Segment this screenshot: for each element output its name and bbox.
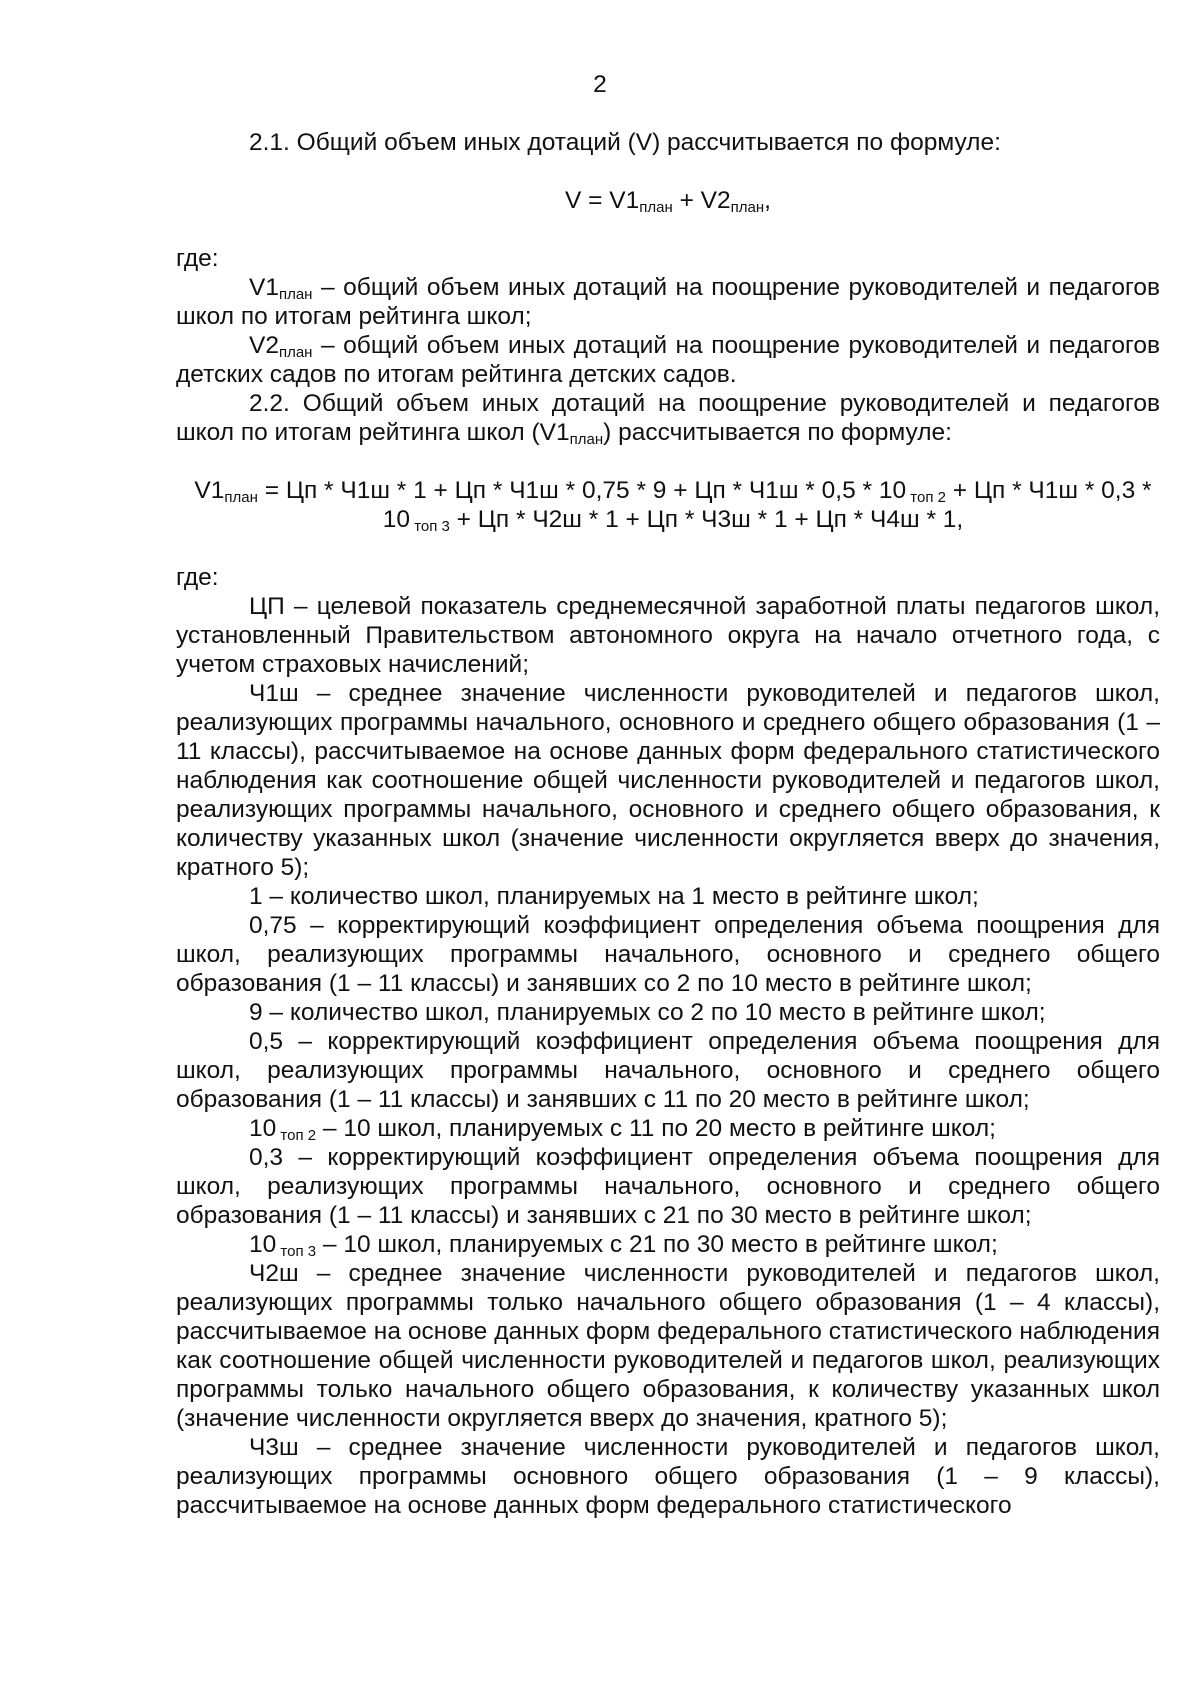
formula-v-mid: + V2 (672, 187, 731, 214)
definition-v2plan-text: – общий объем иных дотаций на поощрение руководителей и педагогов детских садов по итогам рейтинга детских садов. (176, 332, 1160, 388)
definition-v1plan-symbol: V1 (249, 274, 279, 301)
paragraph-2-2-text: 2.2. Общий объем иных дотаций на поощрение руководителей и педагогов школ по итогам рейтинга школ (V1 (176, 390, 1160, 446)
where-label-1: где: (176, 245, 219, 272)
paragraph-2-2-sub: план (569, 431, 604, 448)
formula-v1plan-top2: топ 2 (906, 489, 946, 506)
formula-v-sub2: план (730, 199, 765, 216)
definition-v1plan (176, 273, 1160, 331)
definition-k03: 0,3 – корректирующий коэффициент определения объема поощрения для школ, реализующих программы начального, основного и среднего общего образования (1 – 11 классы) и занявших с 21 по 30 место в рейтинге школ; (176, 1144, 1160, 1229)
definition-v2plan (176, 331, 1160, 389)
definition-ten-top2-text: – 10 школ, планируемых с 11 по 20 место в рейтинге школ; (316, 1115, 996, 1142)
formula-v1plan-a-sub: план (224, 489, 258, 506)
definition-v2plan-symbol: V2 (249, 332, 279, 359)
paragraph-2-1: 2.1. Общий объем иных дотаций (V) рассчитывается по формуле: (249, 129, 1001, 156)
definition-v1plan-text: – общий объем иных дотаций на поощрение руководителей и педагогов школ по итогам рейтинга школ; (176, 274, 1160, 330)
paragraph-2-2-end: ) рассчитывается по формуле: (603, 419, 952, 446)
definition-ten-top3-sub: топ 3 (276, 1243, 317, 1260)
formula-v1plan-d: + Цп * Ч2ш * 1 + Цп * Ч3ш * 1 + Цп * Ч4ш * 1, (449, 506, 964, 533)
document-body (176, 128, 1160, 1520)
definition-v2plan-sub: план (278, 344, 313, 361)
definition-k05: 0,5 – корректирующий коэффициент определения объема поощрения для школ, реализующих программы начального, основного и среднего общего образования (1 – 11 классы) и занявших с 11 по 20 место в рейтинге школ; (176, 1028, 1160, 1113)
definition-nine: 9 – количество школ, планируемых со 2 по 10 место в рейтинге школ; (249, 999, 1046, 1026)
definition-one: 1 – количество школ, планируемых на 1 место в рейтинге школ; (249, 883, 979, 910)
definition-ten-top3-n: 10 (249, 1231, 277, 1258)
formula-v (176, 186, 1160, 215)
definition-ten-top3-text: – 10 школ, планируемых с 21 по 30 место в рейтинге школ; (316, 1231, 998, 1258)
formula-v1plan-a: V1 (194, 477, 225, 504)
definition-v1plan-sub: план (278, 286, 313, 303)
definition-k075: 0,75 – корректирующий коэффициент определения объема поощрения для школ, реализующих программы начального, основного и среднего общего образования (1 – 11 классы) и занявших со 2 по 10 место в рейтинге школ; (176, 912, 1160, 997)
page-number: 2 (593, 71, 607, 98)
formula-v1plan-c: + Цп * Ч1ш * 0,3 * 10 (382, 477, 1152, 533)
definition-ten-top2-sub: топ 2 (276, 1127, 317, 1144)
definition-cp: ЦП – целевой показатель среднемесячной заработной платы педагогов школ, установленный Правительством автономного округа на начало отчетного года, с учетом страховых начислений; (176, 593, 1160, 678)
where-label-2: где: (176, 564, 219, 591)
formula-v1plan (176, 476, 1160, 534)
formula-v-end: , (764, 187, 771, 214)
definition-ch3sh: Ч3ш – среднее значение численности руководителей и педагогов школ, реализующих программы основного общего образования (1 – 9 классы), рассчитываемое на основе данных форм федерального статистического (176, 1434, 1160, 1519)
definition-ch2sh: Ч2ш – среднее значение численности руководителей и педагогов школ, реализующих программы только начального общего образования (1 – 4 классы), рассчитываемое на основе данных форм федерального статистического наблюдения как соотношение общей численности руководителей и педагогов школ, реализующих программы только начального общего образования, к количеству указанных школ (значение численности округляется вверх до значения, кратного 5); (176, 1260, 1160, 1432)
formula-v-lhs: V = V1 (565, 187, 640, 214)
paragraph-2-2 (176, 389, 1160, 447)
definition-ch1sh: Ч1ш – среднее значение численности руководителей и педагогов школ, реализующих программы начального, основного и среднего общего образования (1 – 11 классы), рассчитываемое на основе данных форм федерального статистического наблюдения как соотношение общей численности руководителей и педагогов школ, реализующих программы начального, основного и среднего общего образования, к количеству указанных школ (значение численности округляется вверх до значения, кратного 5); (176, 680, 1160, 881)
formula-v1plan-top3: топ 3 (410, 518, 450, 535)
formula-v-sub1: план (639, 199, 673, 216)
definition-ten-top2 (176, 1114, 1160, 1143)
definition-ten-top3 (176, 1230, 1160, 1259)
definition-ten-top2-n: 10 (249, 1115, 277, 1142)
formula-v1plan-b: = Цп * Ч1ш * 1 + Цп * Ч1ш * 0,75 * 9 + Цп * Ч1ш * 0,5 * 10 (257, 477, 907, 504)
